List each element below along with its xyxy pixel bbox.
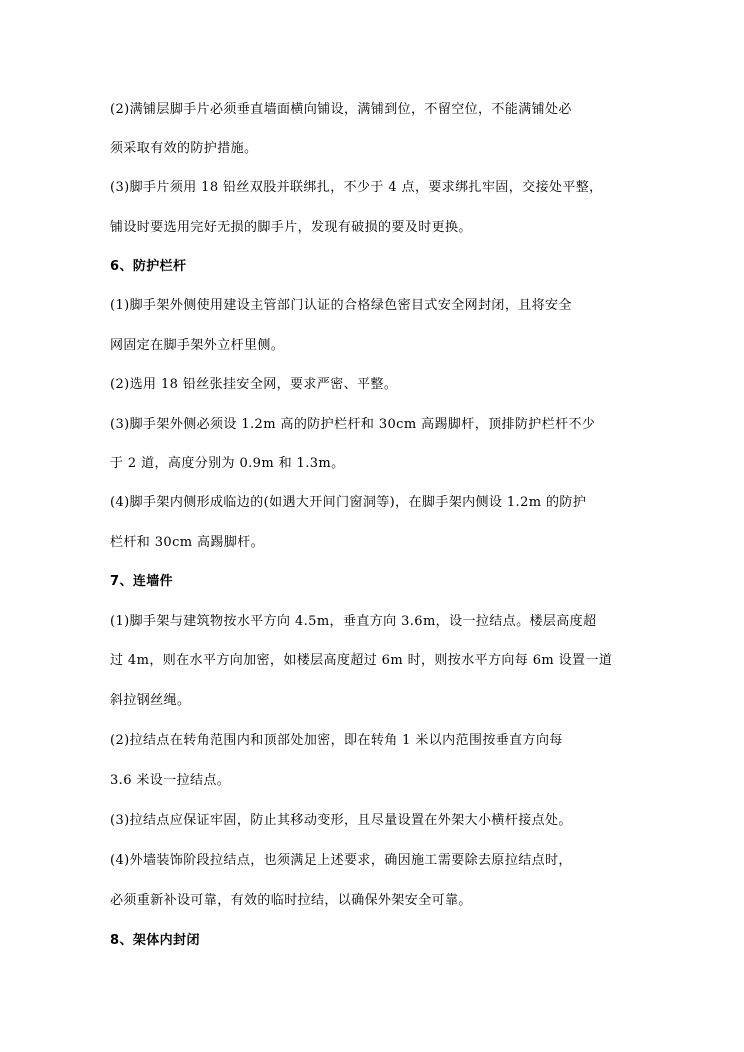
paragraph-line: 栏杆和 30cm 高踢脚杆。: [110, 535, 265, 550]
paragraph-line: (3)脚手架外侧必须设 1.2m 高的防护栏杆和 30cm 高踢脚杆，顶排防护栏杆不少: [110, 417, 596, 432]
paragraph-line: (1)脚手架外侧使用建设主管部门认证的合格绿色密目式安全网封闭，且将安全: [110, 298, 572, 313]
paragraph-line: (3)脚手片须用 18 铅丝双股并联绑扎，不少于 4 点，要求绑扎牢固，交接处平整，: [110, 180, 603, 195]
section-heading: 6、防护栏杆: [110, 259, 187, 274]
paragraph-line: (2)满铺层脚手片必须垂直墙面横向铺设，满铺到位，不留空位，不能满铺处必: [110, 102, 572, 117]
paragraph-line: (1)脚手架与建筑物按水平方向 4.5m，垂直方向 3.6m，设一拉结点。楼层高度超: [110, 614, 597, 629]
paragraph-line: (2)拉结点在转角范围内和顶部处加密，即在转角 1 米以内范围按垂直方向每: [110, 733, 563, 748]
paragraph-line: 过 4m，则在水平方向加密，如楼层高度超过 6m 时，则按水平方向每 6m 设置一道: [110, 653, 613, 668]
paragraph-line: 必须重新补设可靠，有效的临时拉结，以确保外架安全可靠。: [110, 893, 472, 908]
paragraph-line: (2)选用 18 铅丝张挂安全网，要求严密、平整。: [110, 377, 398, 392]
section-heading: 7、连墙件: [110, 574, 174, 589]
paragraph-line: 于 2 道，高度分别为 0.9m 和 1.3m。: [110, 456, 345, 471]
paragraph-line: 网固定在脚手架外立杆里侧。: [110, 338, 285, 353]
paragraph-line: (4)脚手架内侧形成临边的(如遇大开间门窗洞等)，在脚手架内侧设 1.2m 的防护: [110, 495, 587, 510]
paragraph-line: 3.6 米设一拉结点。: [110, 773, 231, 788]
paragraph-line: (4)外墙装饰阶段拉结点，也须满足上述要求，确因施工需要除去原拉结点时，: [110, 853, 572, 868]
paragraph-line: 铺设时要选用完好无损的脚手片，发现有破损的要及时更换。: [110, 220, 472, 235]
paragraph-line: 须采取有效的防护措施。: [110, 141, 258, 156]
paragraph-line: (3)拉结点应保证牢固，防止其移动变形，且尽量设置在外架大小横杆接点处。: [110, 813, 572, 828]
section-heading: 8、架体内封闭: [110, 933, 200, 948]
paragraph-line: 斜拉钢丝绳。: [110, 693, 191, 708]
